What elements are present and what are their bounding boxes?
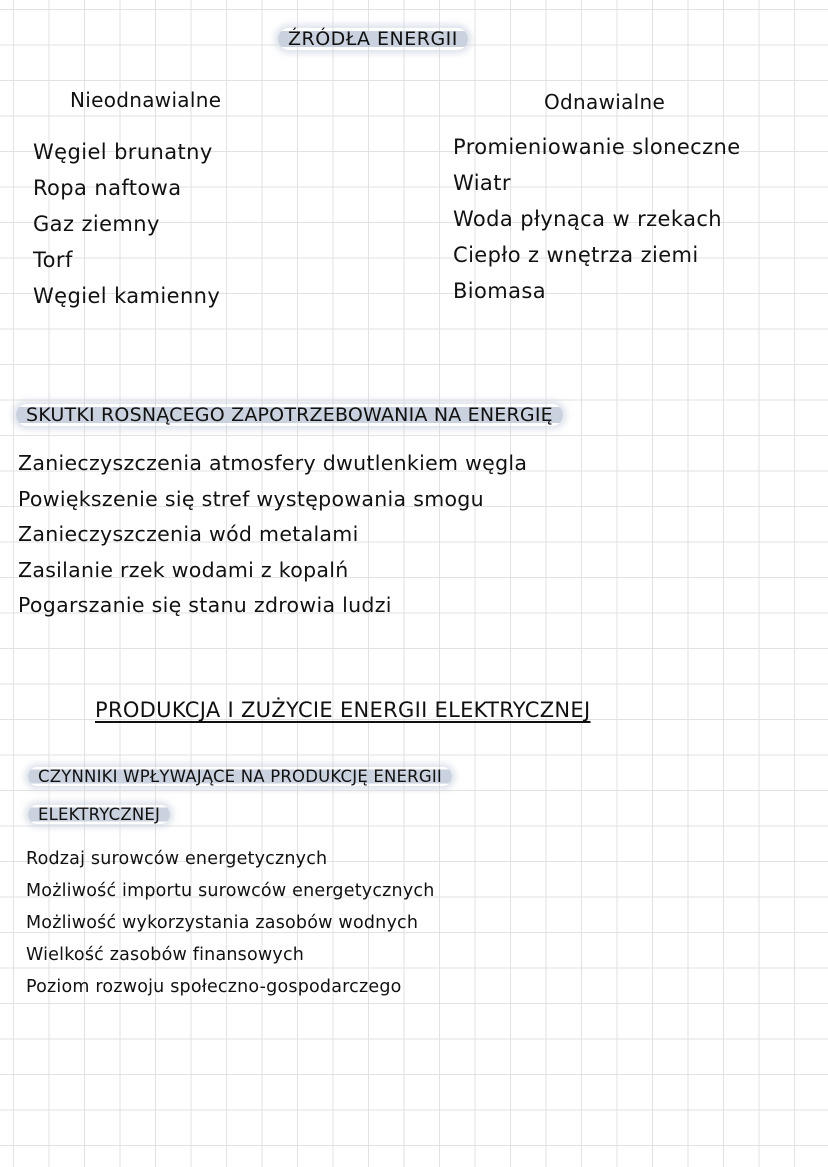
list-item: Zasilanie rzek wodami z kopalń <box>18 557 349 582</box>
list-item: Gaz ziemny <box>33 212 160 236</box>
list-item: Wielkość zasobów finansowych <box>26 945 305 965</box>
factors-title-line1: CZYNNIKI WPŁYWAJĄCE NA PRODUKCJĘ ENERGII <box>28 767 452 786</box>
list-item: Węgiel kamienny <box>33 284 221 308</box>
list-item: Pogarszanie się stanu zdrowia ludzi <box>18 593 392 617</box>
list-item: Rodzaj surowców energetycznych <box>26 849 328 869</box>
list-item: Zanieczyszczenia atmosfery dwutlenkiem węgla <box>18 451 528 475</box>
effects-list <box>18 446 527 624</box>
factors-list <box>26 843 435 1003</box>
list-item: Węgiel brunatny <box>33 140 213 164</box>
renewable-heading: Odnawialne <box>544 90 666 114</box>
list-item: Ropa naftowa <box>33 176 182 200</box>
list-item: Biomasa <box>453 279 547 303</box>
list-item: Powiększenie się stref występowania smogu <box>18 486 484 511</box>
non-renewable-list <box>33 134 220 314</box>
renewable-list <box>453 129 741 309</box>
energy-sources-title: ŹRÓDŁA ENERGII <box>278 28 468 50</box>
factors-title-line2: ELEKTRYCZNEJ <box>28 805 170 824</box>
list-item: Możliwość importu surowców energetycznych <box>26 881 435 901</box>
non-renewable-heading: Nieodnawialne <box>70 88 222 112</box>
list-item: Torf <box>33 248 73 272</box>
list-item: Zanieczyszczenia wód metalami <box>18 522 359 546</box>
list-item: Wiatr <box>453 171 511 195</box>
list-item: Ciepło z wnętrza ziemi <box>453 243 699 267</box>
production-title: PRODUKCJA I ZUŻYCIE ENERGII ELEKTRYCZNEJ <box>95 698 591 722</box>
list-item: Poziom rozwoju społeczno-gospodarczego <box>26 977 402 997</box>
list-item: Woda płynąca w rzekach <box>453 207 722 231</box>
effects-title: SKUTKI ROSNĄCEGO ZAPOTRZEBOWANIA NA ENERGIĘ <box>16 404 563 426</box>
list-item: Możliwość wykorzystania zasobów wodnych <box>26 913 419 933</box>
list-item: Promieniowanie sloneczne <box>453 135 741 159</box>
